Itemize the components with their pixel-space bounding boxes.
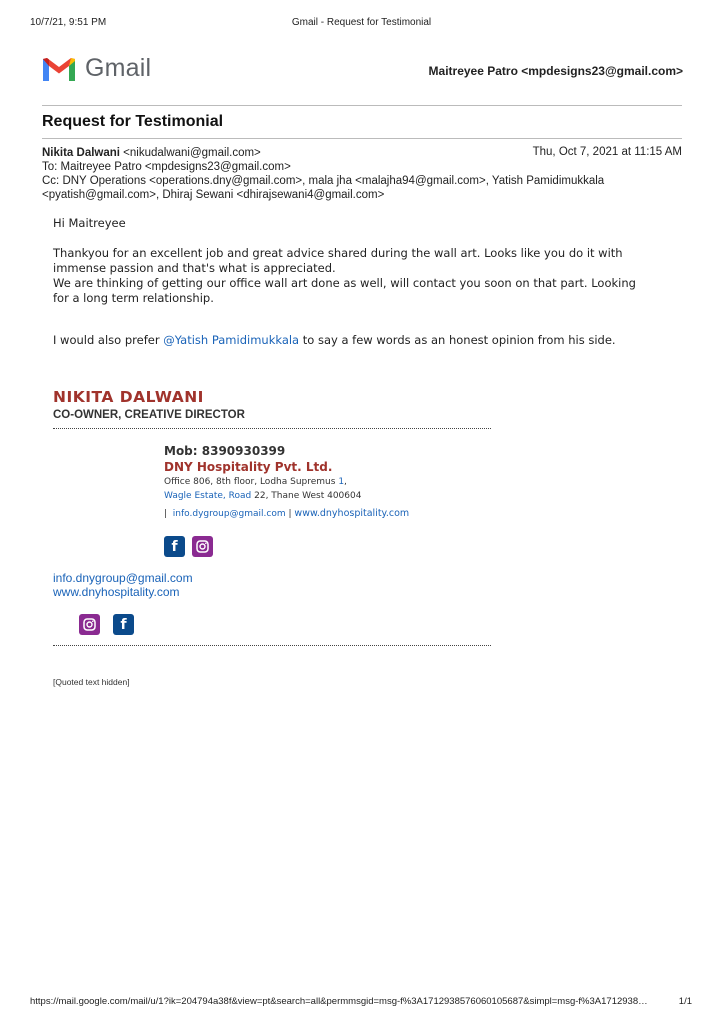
plain-email-link[interactable]: info.dnygroup@gmail.com xyxy=(53,571,193,585)
paragraph-2-before: I would also prefer xyxy=(53,333,164,347)
sender-name: Nikita Dalwani xyxy=(42,147,120,159)
signature-company: DNY Hospitality Pvt. Ltd. xyxy=(164,460,333,474)
instagram-button-2[interactable] xyxy=(79,614,100,635)
instagram-icon xyxy=(83,618,96,631)
address-map-link[interactable]: Wagle Estate, Road xyxy=(164,491,252,501)
facebook-icon: f xyxy=(120,616,127,633)
signature-divider-top xyxy=(53,428,491,429)
print-title: Gmail - Request for Testimonial xyxy=(291,17,432,28)
address-link[interactable]: 1 xyxy=(338,477,345,487)
paragraph-2 xyxy=(53,333,673,348)
paragraph-2-after: to say a few words as an honest opinion from his side. xyxy=(299,333,616,347)
signature-email-link[interactable]: info.dygroup@gmail.com xyxy=(172,509,286,519)
instagram-icon xyxy=(196,540,209,553)
separator: | xyxy=(164,509,168,519)
print-footer-url: https://mail.google.com/mail/u/1?ik=204794a38f&view=pt&search=all&permmsgid=msg-f%3A1712938576060105687&simpl=msg-f%3A1712938… xyxy=(30,996,648,1007)
signature-divider-bottom xyxy=(53,645,491,646)
sender-line xyxy=(42,146,261,160)
address-text-2: 22, Thane West 400604 xyxy=(251,491,362,501)
mention-link[interactable]: @Yatish Pamidimukkala xyxy=(163,333,300,347)
paragraph-1-line-2: immense passion and that's what is appreciated. xyxy=(53,261,336,275)
paragraph-1-line-1: Thankyou for an excellent job and great advice shared during the wall art. Looks like you do it with xyxy=(53,246,623,260)
cc-line-1: Cc: DNY Operations <operations.dny@gmail.com>, mala jha <malajha94@gmail.com>, Yatish Pamidimukkala xyxy=(42,175,605,187)
cc-line-2: <pyatish@gmail.com>, Dhiraj Sewani <dhirajsewani4@gmail.com> xyxy=(42,189,385,201)
print-footer-page: 1/1 xyxy=(678,996,692,1007)
instagram-button[interactable] xyxy=(192,536,213,557)
to-line: To: Maitreyee Patro <mpdesigns23@gmail.com> xyxy=(42,161,291,173)
facebook-button[interactable] xyxy=(164,536,185,557)
address-comma: , xyxy=(344,477,347,487)
signature-mobile: Mob: 8390930399 xyxy=(164,444,286,458)
gmail-logo-icon xyxy=(41,55,77,83)
signature-contact-line xyxy=(164,508,409,519)
address-text: Office 806, 8th floor, Lodha Supremus xyxy=(164,477,339,487)
email-subject: Request for Testimonial xyxy=(42,113,224,130)
gmail-logo[interactable] xyxy=(41,54,151,83)
signature-address-2 xyxy=(164,491,361,501)
separator: | xyxy=(288,509,292,519)
sender-email: <nikudalwani@gmail.com> xyxy=(123,147,261,159)
greeting: Hi Maitreyee xyxy=(53,216,126,230)
quoted-text-toggle[interactable]: [Quoted text hidden] xyxy=(53,677,130,687)
signature-address-1 xyxy=(164,477,347,487)
header-divider xyxy=(42,105,682,106)
print-datetime: 10/7/21, 9:51 PM xyxy=(30,17,107,28)
paragraph-1 xyxy=(53,246,673,306)
account-label: Maitreyee Patro <mpdesigns23@gmail.com> xyxy=(428,64,683,78)
paragraph-1-line-4: for a long term relationship. xyxy=(53,291,214,305)
subject-divider xyxy=(42,138,682,139)
facebook-button-2[interactable] xyxy=(113,614,134,635)
gmail-wordmark: Gmail xyxy=(85,54,152,82)
message-date: Thu, Oct 7, 2021 at 11:15 AM xyxy=(532,146,682,158)
paragraph-1-line-3: We are thinking of getting our office wall art done as well, will contact you soon on that part. Looking xyxy=(53,276,636,290)
facebook-icon: f xyxy=(171,538,178,555)
signature-role: CO-OWNER, CREATIVE DIRECTOR xyxy=(53,409,245,421)
signature-website-link[interactable]: www.dnyhospitality.com xyxy=(294,508,410,519)
plain-website-link[interactable]: www.dnyhospitality.com xyxy=(53,585,180,599)
signature-name: NIKITA DALWANI xyxy=(53,388,204,406)
